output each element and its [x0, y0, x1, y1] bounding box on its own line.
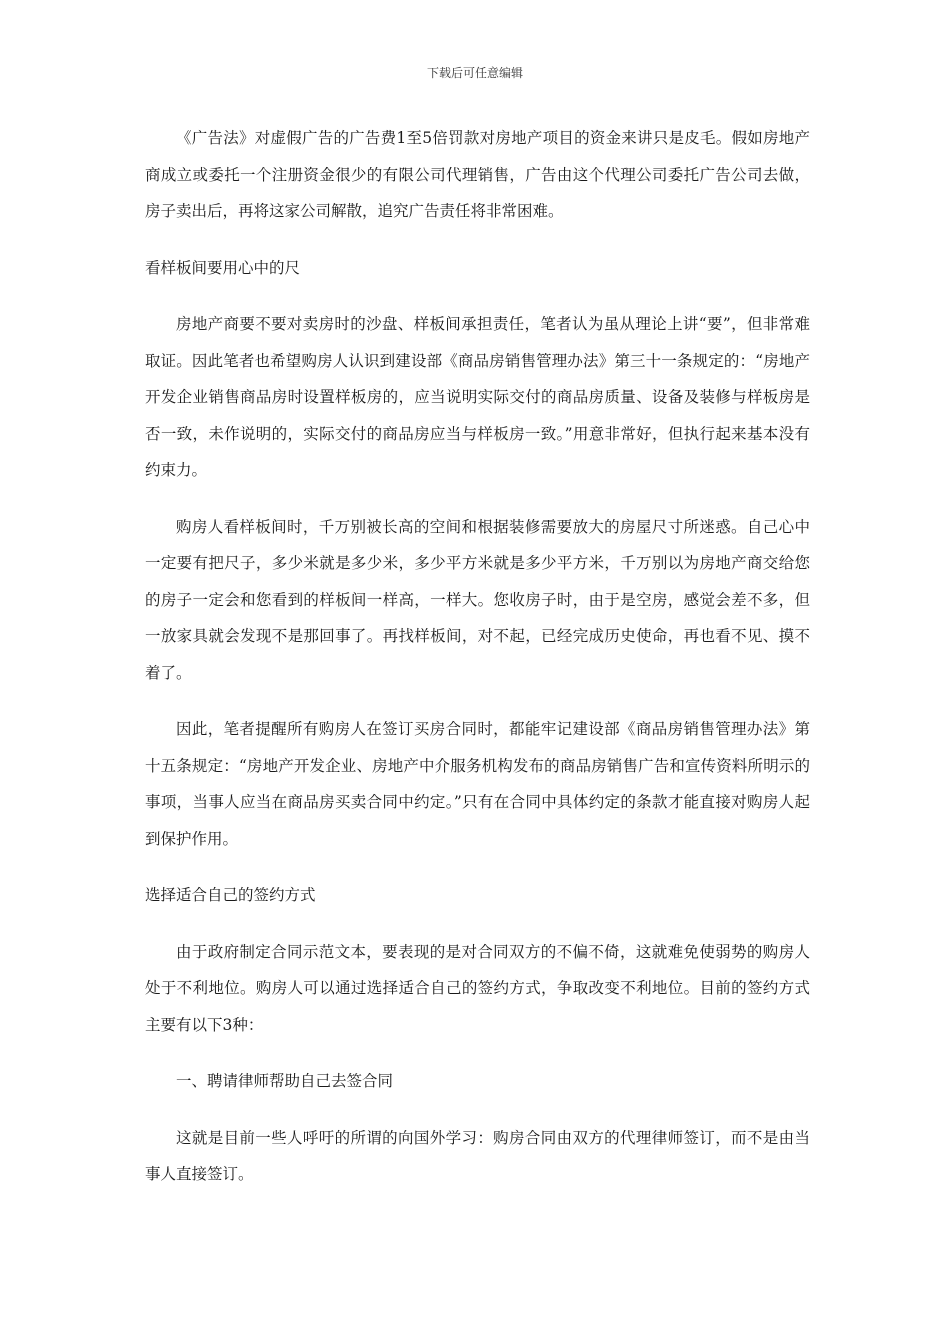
paragraph-signing-methods-intro: 由于政府制定合同示范文本，要表现的是对合同双方的不偏不倚，这就难免使弱势的购房人处于不利地位。购房人可以通过选择适合自己的签约方式，争取改变不利地位。目前的签约方式主要有以下3种：	[145, 942, 810, 1034]
paragraph-showroom-advice: 购房人看样板间时，千万别被长高的空间和根据装修需要放大的房屋尺寸所迷惑。自己心中一定要有把尺子，多少米就是多少米，多少平方米就是多少平方米，千万别以为房地产商交给您的房子一定会和您看到的样板间一样高，一样大。您收房子时，由于是空房，感觉会差不多，但一放家具就会发现不是那回事了。再找样板间，对不起，已经完成历史使命，再也看不见、摸不着了。	[145, 517, 810, 682]
subheading-hire-lawyer: 一、聘请律师帮助自己去签合同	[176, 1072, 394, 1090]
paragraph-lawyer-signing: 这就是目前一些人呼吁的所谓的向国外学习：购房合同由双方的代理律师签订，而不是由当事人直接签订。	[145, 1128, 810, 1183]
section-heading-showroom: 看样板间要用心中的尺	[145, 258, 301, 277]
paragraph-contract-reminder: 因此，笔者提醒所有购房人在签订买房合同时，都能牢记建设部《商品房销售管理办法》第十五条规定：“房地产开发企业、房地产中介服务机构发布的商品房销售广告和宣传资料所明示的事项，当事人应当在商品房买卖合同中约定。”只有在合同中具体约定的条款才能直接对购房人起到保护作用。	[145, 720, 810, 848]
header-note: 下载后可任意编辑	[426, 66, 523, 80]
document-body	[145, 120, 810, 1193]
section-heading-signing-method: 选择适合自己的签约方式	[145, 886, 316, 904]
paragraph-developer-responsibility: 房地产商要不要对卖房时的沙盘、样板间承担责任，笔者认为虽从理论上讲“要”，但非常难取证。因此笔者也希望购房人认识到建设部《商品房销售管理办法》第三十一条规定的：“房地产开发企业销售商品房时设置样板房的，应当说明实际交付的商品房质量、设备及装修与样板房是否一致，未作说明的，实际交付的商品房应当与样板房一致。”用意非常好，但执行起来基本没有约束力。	[145, 315, 810, 479]
paragraph-advertising-law: 《广告法》对虚假广告的广告费1至5倍罚款对房地产项目的资金来讲只是皮毛。假如房地产商成立或委托一个注册资金很少的有限公司代理销售，广告由这个代理公司委托广告公司去做，房子卖出后，再将这家公司解散，追究广告责任将非常困难。	[145, 129, 810, 220]
